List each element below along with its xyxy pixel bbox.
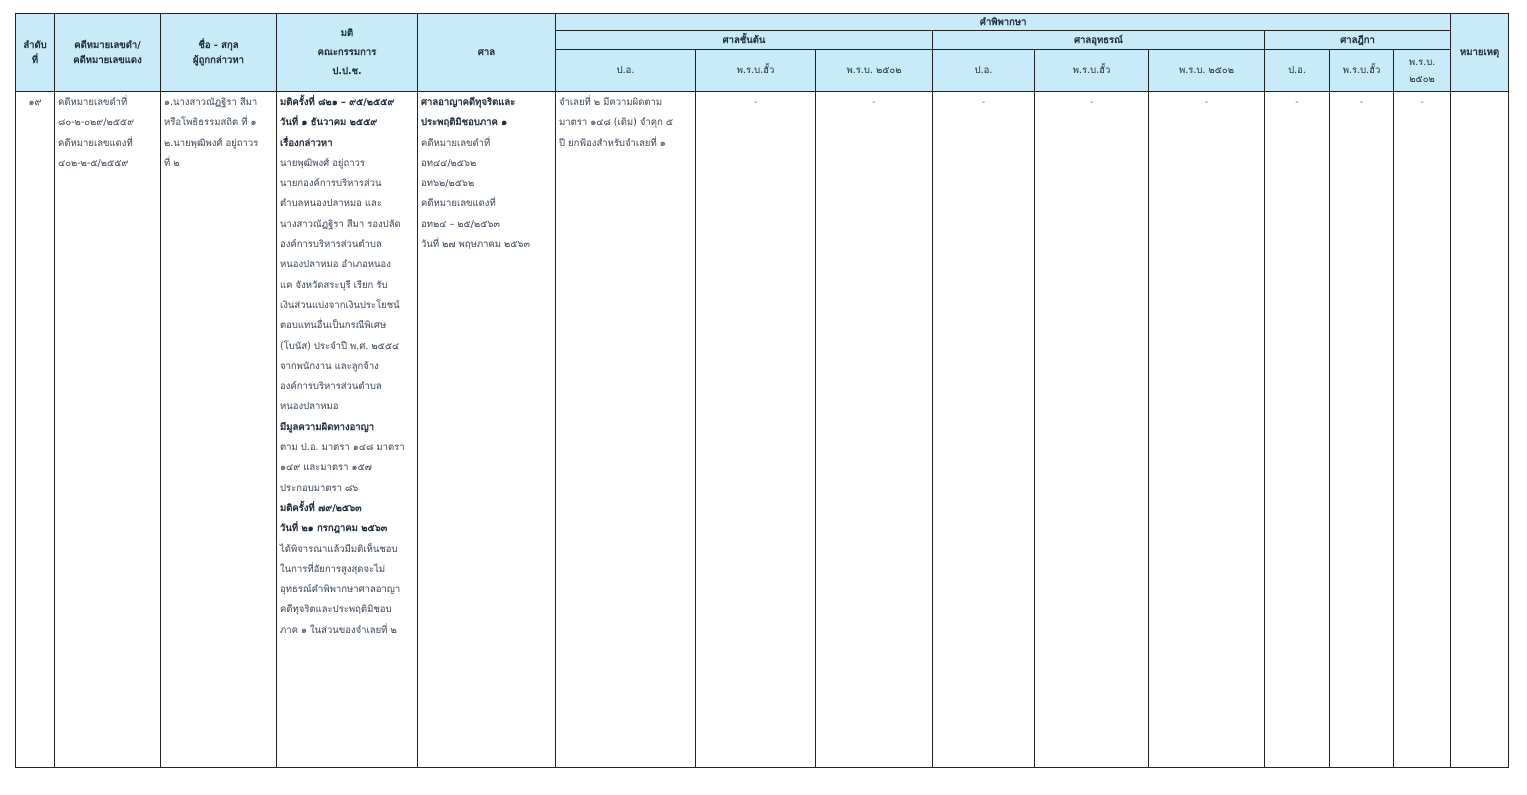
header-supreme-prb2502-line2: ๒๕๐๒ [1409,73,1435,85]
resolution-line: มีมูลความผิดทางอาญา [280,421,375,433]
header-court-supreme: ศาลฎีกา [1265,31,1451,50]
first-po-line: จำเลยที่ ๒ มีความผิดตาม [559,97,663,108]
dash-text: - [981,97,986,108]
cell-no-text: ๑๙ [28,97,42,108]
header-court: ศาล [418,14,556,92]
resolution-line: นายกองค์การบริหารส่วน [280,178,382,190]
cell-no [16,92,55,768]
header-name-line1: ชื่อ - สกุล [198,39,239,51]
cell-names-content [161,92,276,174]
header-supreme-prb2502 [1394,50,1451,92]
header-resolution-line1: มติ [340,28,354,39]
court-line: อท๔๔/๒๕๖๒ [421,157,477,169]
case-no-line: ๘๐-๒-๐๒๙/๒๕๕๙ [58,117,135,129]
header-case-no-line2: คดีหมายเลขแดง [73,54,142,66]
resolution-line: (โบนัส) ประจำปี พ.ศ. ๒๕๕๔ [280,340,400,352]
cell-first-po [556,92,696,768]
court-line: ประพฤติมิชอบภาค ๑ [421,117,508,129]
resolution-line: จากพนักงาน และลูกจ้าง [280,360,379,372]
first-po-line: มาตรา ๑๔๘ (เดิม) จำคุก ๕ [559,117,674,129]
cell-supreme-prb [1330,92,1394,768]
cell-appeal-po [933,92,1035,768]
cell-first-prb2502 [816,92,933,768]
court-line: วันที่ ๒๗ พฤษภาคม ๒๕๖๓ [421,239,531,251]
header-case-no-line1: คดีหมายเลขดำ/ [74,39,141,51]
resolution-line: เรื่องกล่าวหา [280,137,333,149]
court-line: คดีหมายเลขดำที่ [421,137,491,149]
cell-case-no [55,92,161,768]
resolution-line: ตาม ป.อ. มาตรา ๑๔๘ มาตรา [280,442,405,454]
cell-appeal-prb [1035,92,1149,768]
resolution-line: ในการที่อัยการสูงสุดจะไม่ [280,563,386,575]
dash-text: - [1359,97,1364,108]
header-appeal-prb2502: พ.ร.บ. ๒๕๐๒ [1149,50,1265,92]
cell-first-prb [696,92,816,768]
dash-text: - [1420,97,1424,108]
dash-text: - [753,97,758,108]
header-resolution-line2: คณะกรรมการ [317,47,377,58]
name-line: ๒.นายพุฒิพงศ์ อยู่ถาวร [164,137,259,149]
header-no [16,14,55,92]
resolution-line: องค์การบริหารส่วนตำบล [280,381,382,393]
header-first-po: ป.อ. [556,50,696,92]
cell-court [418,92,556,768]
header-no-line2: ที่ [31,54,39,66]
header-no-line1: ลำดับ [23,39,47,51]
resolution-line: นายพุฒิพงศ์ อยู่ถาวร [280,157,365,169]
court-line: อท๒๔ – ๒๕/๒๕๖๓ [421,218,500,230]
header-first-prb2502: พ.ร.บ. ๒๕๐๒ [816,50,933,92]
cell-remark [1451,92,1509,768]
cell-appeal-prb2502 [1149,92,1265,768]
resolution-line: หนองปลาหมอ [280,401,339,413]
case-no-line: คดีหมายเลขแดงที่ [58,137,133,149]
resolution-line: มติครั้งที่ ๗๙/๒๕๖๓ [280,502,362,514]
header-resolution-line3: ป.ป.ช. [332,66,362,77]
resolution-line: หนองปลาหมอ อำเภอหนอง [280,259,391,271]
name-line: ๑.นางสาวณัฏฐิรา สีมา [164,97,258,108]
cell-resolution-content [277,92,417,641]
cell-supreme-prb2502 [1394,92,1451,768]
header-resolution [277,14,418,92]
document-table-container [15,13,1509,768]
name-line: ที่ ๒ [164,157,180,169]
resolution-line: วันที่ ๒๑ กรกฎาคม ๒๕๖๓ [280,523,388,535]
cell-first-po-content [556,92,695,154]
case-no-line: ๔๐๒-๒-๕/๒๕๕๙ [58,157,129,169]
resolution-line: นางสาวณัฏฐิรา สีมา รองปลัด [280,218,401,230]
cell-names [161,92,277,768]
first-po-line: ปี ยกฟ้องสำหรับจำเลยที่ ๑ [559,137,666,149]
court-line: ศาลอาญาคดีทุจริตและ [421,97,516,108]
cell-resolution [277,92,418,768]
court-line: คดีหมายเลขแดงที่ [421,198,496,210]
dash-text: - [872,97,876,108]
resolution-line: อุทธรณ์คำพิพากษาศาลอาญา [280,584,401,596]
resolution-line: องค์การบริหารส่วนตำบล [280,239,382,251]
header-first-prb: พ.ร.บ.ฮั้ว [696,50,816,92]
resolution-line: ตอบแทนอื่นเป็นกรณีพิเศษ [280,320,387,332]
court-line: อท๖๒/๒๕๖๒ [421,178,475,190]
resolution-line: เงินส่วนแบ่งจากเงินประโยชน์ [280,299,400,311]
dash-text: - [1089,97,1094,108]
resolution-line: ตำบลหนองปลาหมอ และ [280,198,382,210]
resolution-line: คดีทุจริตและประพฤติมิชอบ [280,604,392,616]
remark-text [1451,92,1508,93]
header-name [161,14,277,92]
name-line: หรือโพธิธรรมสถิต ที่ ๑ [164,117,257,129]
resolution-line: ๑๔๙ และมาตรา ๑๕๗ [280,462,372,474]
header-court-appeal: ศาลอุทธรณ์ [933,31,1265,50]
resolution-line: แค จังหวัดสระบุรี เรียก รับ [280,279,388,291]
header-judgment: คำพิพากษา [556,14,1451,31]
header-appeal-po: ป.อ. [933,50,1035,92]
resolution-line: มติครั้งที่ ๘๒๑ – ๙๕/๒๕๕๙ [280,97,395,108]
header-name-line2: ผู้ถูกกล่าวหา [193,54,244,66]
header-supreme-prb: พ.ร.บ.ฮั้ว [1330,50,1394,92]
resolution-line: ได้พิจารณาแล้วมีมติเห็นชอบ [280,543,398,555]
header-court-first: ศาลชั้นต้น [556,31,933,50]
header-remark: หมายเหตุ [1451,14,1509,92]
resolution-line: ประกอบมาตรา ๘๖ [280,482,359,494]
case-table [15,13,1509,768]
cell-supreme-po [1265,92,1330,768]
header-case-no [55,14,161,92]
cell-case-no-content [55,92,160,174]
dash-text: - [1295,97,1299,108]
resolution-line: วันที่ ๑ ธันวาคม ๒๕๕๙ [280,117,378,129]
header-appeal-prb: พ.ร.บ.ฮั้ว [1035,50,1149,92]
cell-court-content [418,92,555,255]
resolution-line: ภาค ๑ ในส่วนของจำเลยที่ ๒ [280,624,397,636]
dash-text: - [1204,97,1209,108]
header-supreme-po: ป.อ. [1265,50,1330,92]
header-supreme-prb2502-line1: พ.ร.บ. [1408,56,1436,68]
case-no-line: คดีหมายเลขดำที่ [58,97,128,108]
table-row [16,92,1509,768]
